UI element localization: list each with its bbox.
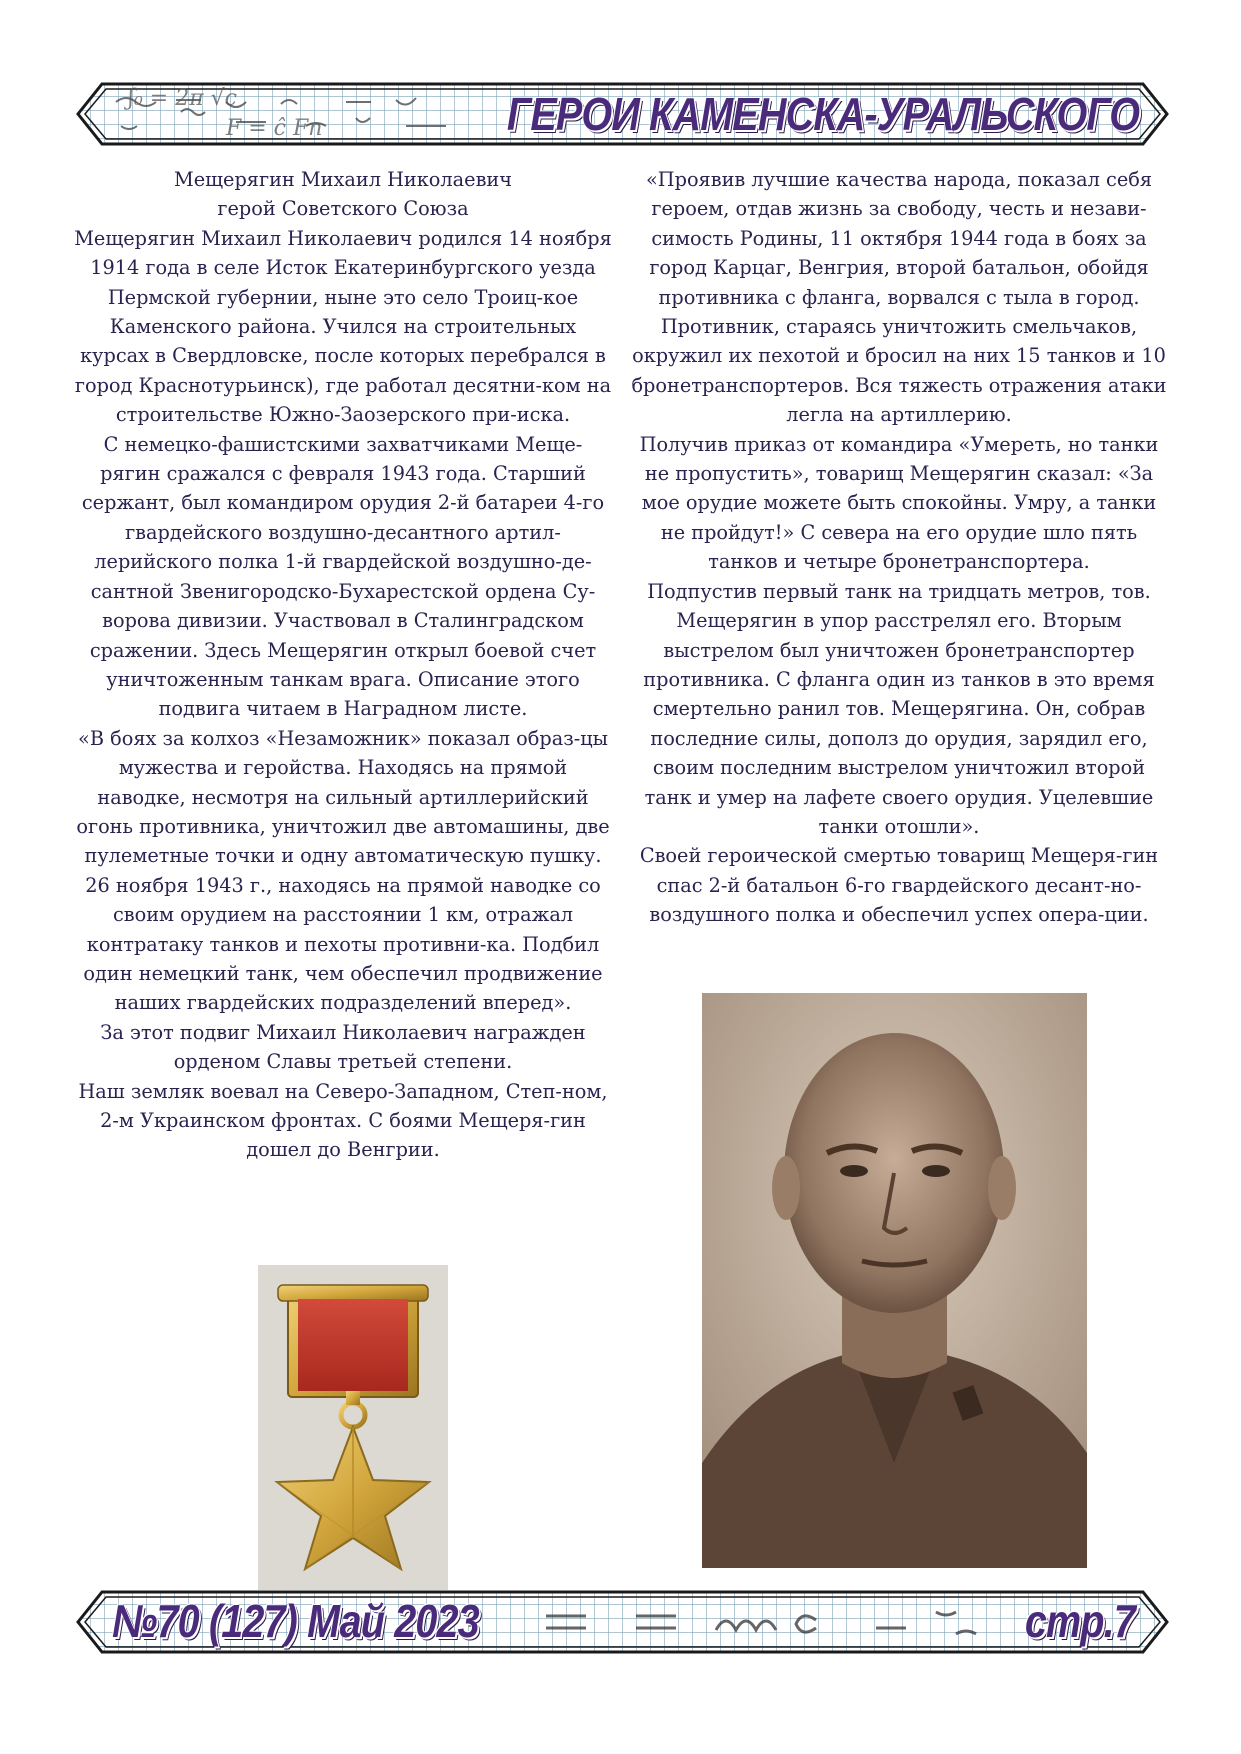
header-banner: ʃ₀ = 2π √c F = ĉ Fn ГЕРОИ КАМЕНСКА-УРАЛЬСКОГО [76,82,1169,146]
gold-star-medal-icon [258,1265,448,1595]
article-hero-name: Мещерягин Михаил Николаевич [173,168,513,191]
article-left-column [74,165,612,1165]
article-paragraph: Наш земляк воевал на Северо-Западном, Степ-ном, 2-м Украинском фронтах. С боями Мещеря-гин дошел до Венгрии. [78,1079,608,1162]
article-paragraph: Противник, стараясь уничтожить смельчаков, окружил их пехотой и бросил на них 15 танков и 10 бронетранспортеров. Вся тяжесть отражения атаки легла на артиллерию. [631,315,1167,427]
article-paragraph: Подпустив первый танк на тридцать метров, тов. Мещерягин в упор расстрелял его. Вторым выстрелом был уничтожен бронетранспортер противника. С фланга один из танков в это время смертельно ранил тов. Мещерягина. Он, собрав последние силы, дополз до орудия, зарядил его, своим последним выстрелом уничтожил второй танк и умер на лафете своего орудия. Уцелевшие танки отошли». [643,579,1155,838]
article-hero-title: герой Советского Союза [217,197,469,221]
page-number: стр.7 [1024,1595,1135,1647]
footer-banner [76,1590,1169,1654]
article-paragraph: Получив приказ от командира «Умереть, но танки не пропустить», товарищ Мещерягин сказал: «За мое орудие можете быть спокойны. Умру, а танки не пройдут!» С севера на его орудие шло пять танков и четыре бронетранспортера. [639,432,1159,574]
article-right-column [630,165,1168,930]
issue-number: №70 (127) Май 2023 [112,1595,479,1647]
page-title: ГЕРОИ КАМЕНСКА-УРАЛЬСКОГО [506,88,1139,140]
portrait-photo-icon [702,993,1087,1568]
article-paragraph: «В боях за колхоз «Незаможник» показал образ-цы мужества и геройства. Находясь на прямой наводке, несмотря на сильный артиллерийский огонь противника, уничтожил две автомашины, две пулеметные точки и одну автоматическую пушку. 26 ноября 1943 г., находясь на прямой наводке со своим орудием на расстоянии 1 км, отражал контратаку танков и пехоты противни-ка. Подбил один немецкий танк, чем обеспечил продвижение наших гвардейских подразделений вперед». [76,726,610,1015]
article-paragraph: «Проявив лучшие качества народа, показал себя героем, отдав жизнь за свободу, честь и незави-симость Родины, 11 октября 1944 года в боях за город Карцаг, Венгрия, второй батальон, обойдя противника с фланга, ворвался с тыла в город. [645,168,1153,309]
article-paragraph: За этот подвиг Михаил Николаевич награжден орденом Славы третьей степени. [100,1020,586,1074]
article-paragraph: Своей героической смертью товарищ Мещеря-гин спас 2-й батальон 6-го гвардейского десант-но-воздушного полка и обеспечил успех опера-ции. [639,844,1159,927]
article-paragraph: Мещерягин Михаил Николаевич родился 14 ноября 1914 года в селе Исток Екатеринбургского уезда Пермской губернии, ныне это село Троиц-кое Каменского района. Учился на строительных курсах в Свердловске, после которых перебрался в город Краснотурьинск), где работал десятни-ком на строительстве Южно-Заозерского при-иска. [74,226,612,427]
article-paragraph: С немецко-фашистскими захватчиками Меще-рягин сражался с февраля 1943 года. Старший сержант, был командиром орудия 2-й батареи 4-го гвардейского воздушно-десантного артил-лерийского полка 1-й гвардейской воздушно-де-сантной Звенигородско-Бухарестской ордена Су-ворова дивизии. Участвовал в Сталинградском сражении. Здесь Мещерягин открыл боевой счет уничтоженным танкам врага. Описание этого подвига читаем в Наградном листе. [81,432,605,721]
